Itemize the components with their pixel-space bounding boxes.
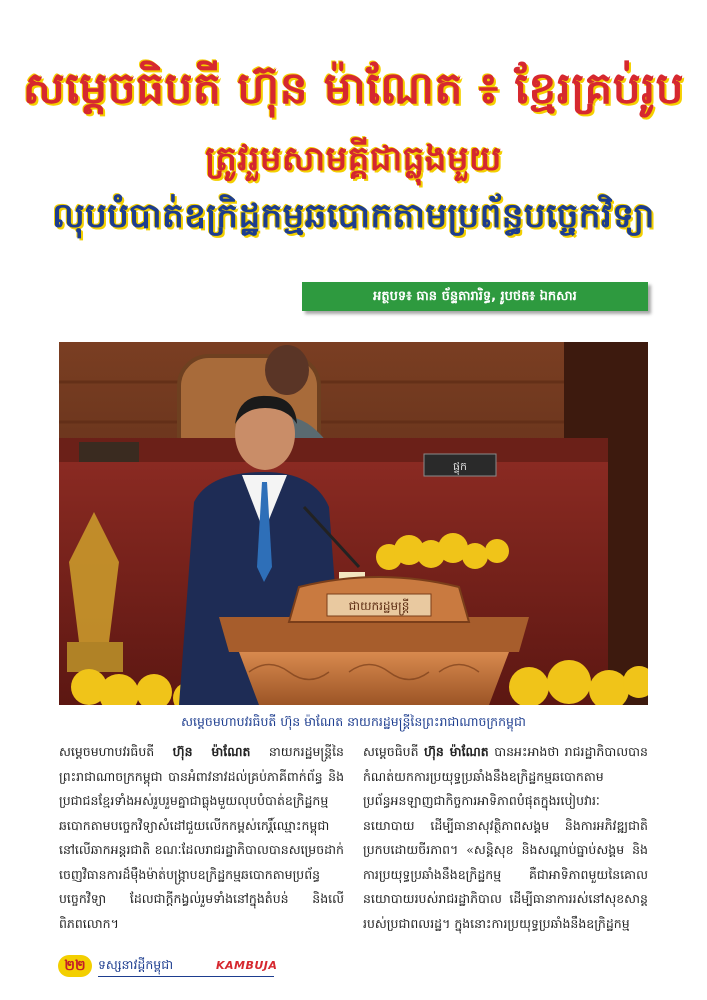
column-1-body: នាយករដ្ឋមន្ត្រីនៃព្រះរាជាណាចក្រកម្ពុជា បានអំពាវនាវដល់គ្រប់ភាគីពាក់ព័ន្ធ និងប្រជាជនខ្មែរទាំងអស់រួបរួមគ្នាជាធ្លុងមួយលុបបំបាត់ឧក្រិដ្ឋកម្មឆបោកតាមបច្ចេកវិទ្យាសំដៅជួយលើកកម្ពស់កេរ្តិ៍ឈ្មោះកម្ពុជា នៅលើឆាកអន្តរជាតិ ខណៈដែលរាជរដ្ឋាភិបាលបានសម្រេចដាក់ចេញវិធានការដ៏ម៉ឺងម៉ាត់បង្ក្រាបឧក្រិដ្ឋកម្មឆបោកតាមប្រព័ន្ធបច្ចេកវិទ្យា ដែលជាក្តីកង្វល់រួមទាំងនៅក្នុងតំបន់ និងលើពិភពលោក។ [59, 744, 344, 931]
headline-line-1 [0, 58, 707, 120]
brand-name: KAMBUJA [216, 959, 278, 972]
article-column-1 [59, 740, 344, 936]
byline-banner: អត្ថបទ៖ ធាន ច័ន្ទតារារិទ្ធ, រូបថត៖ ឯកសារ [302, 282, 648, 311]
headline-line-3: លុបបំបាត់ឧក្រិដ្ឋកម្មឆបោកតាមប្រព័ន្ធបច្ចេកវិទ្យា [52, 196, 655, 236]
photo-caption: សម្តេចមហាបវរធិបតី ហ៊ុន ម៉ាណែត នាយករដ្ឋមន្ត្រីនៃព្រះរាជាណាចក្រកម្ពុជា [181, 714, 526, 729]
magazine-name: ទស្សនាវដ្តីកម្ពុជា [98, 957, 174, 972]
lead-name: ហ៊ុន ម៉ាណែត [172, 744, 251, 759]
article-column-2 [363, 740, 648, 936]
page-footer [58, 955, 358, 977]
lead-title: សម្តេចមហាបវរធិបតី [59, 744, 155, 759]
headline-quote-start: ខ្មែរគ្រប់រូប [514, 63, 685, 114]
column-2-body: បានអះអាងថា រាជរដ្ឋាភិបាលបានកំណត់យកការប្រយុទ្ធប្រឆាំងនឹងឧក្រិដ្ឋកម្មឆបោកតាមប្រព័ន្ធអនឡាញជាកិច្ចការអាទិភាពបំផុតក្នុងរបៀបវារៈនយោបាយ ដើម្បីធានាសុវត្ថិភាពសង្គម និងការអភិវឌ្ឍជាតិប្រកបដោយចីរភាព។ «សន្តិសុខ និងសណ្តាប់ធ្នាប់សង្គម និងការប្រយុទ្ធប្រឆាំងនឹងឧក្រិដ្ឋកម្ម គឺជាអាទិភាពមួយនៃគោលនយោបាយរបស់រាជរដ្ឋាភិបាល ដើម្បីធានាការរស់នៅសុខសាន្តរបស់ប្រជាពលរដ្ឋ។ ក្នុងនោះការប្រយុទ្ធប្រឆាំងនឹងឧក្រិដ្ឋកម្ម [363, 744, 648, 931]
nameplate-text: ផ្ទុក [453, 460, 467, 473]
lead-title: សម្តេចធិបតី [363, 744, 419, 759]
article-photo [59, 342, 648, 705]
page-number-badge: ២២ [58, 955, 92, 977]
footer-rule [98, 976, 274, 977]
headline-line-2: ត្រូវរួមសាមគ្គីជាធ្លុងមួយ [205, 139, 502, 179]
headline-speaker: សម្តេចធិបតី ហ៊ុន ម៉ាណែត ៖ [22, 63, 499, 114]
podium-sign-text: ជាយករដ្ឋមន្ត្រី [348, 599, 410, 613]
lead-name: ហ៊ុន ម៉ាណែត [424, 744, 489, 759]
